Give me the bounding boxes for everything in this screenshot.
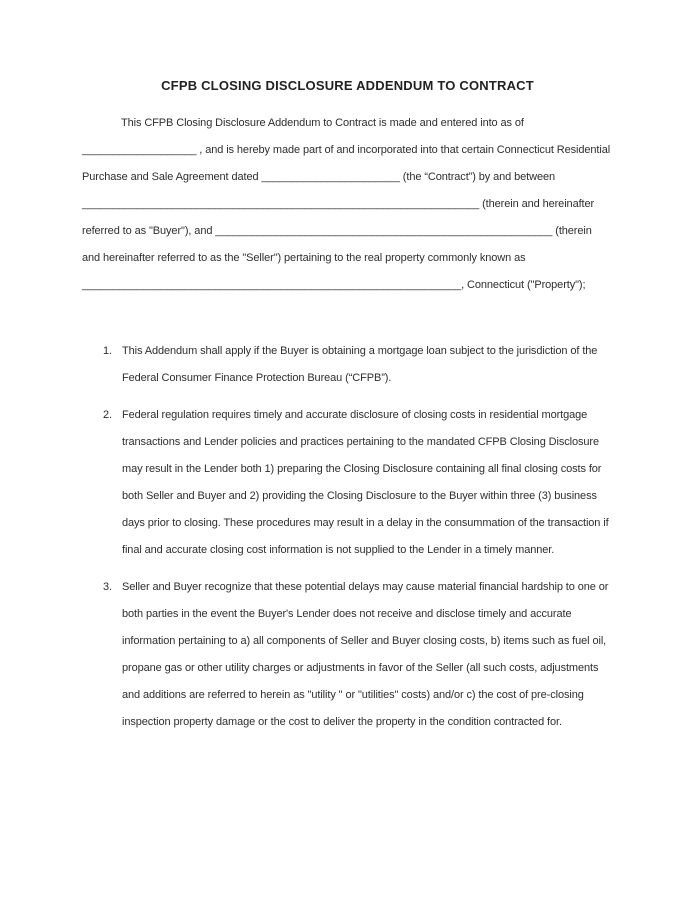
intro-line-7: _______________________________________________________________, Connecticut ("Property"); — [82, 279, 586, 291]
clause-number: 1. — [103, 345, 112, 357]
clause-item — [82, 402, 613, 564]
document-title: CFPB CLOSING DISCLOSURE ADDENDUM TO CONTRACT — [161, 78, 534, 93]
clause-item — [82, 574, 613, 736]
clause-text: Seller and Buyer recognize that these potential delays may cause material financial hardship to one or both parties in the event the Buyer's Lender does not receive and disclose timely and accurate information pertaining to a) all components of Seller and Buyer closing costs, b) items such as fuel oil, propane gas or other utility charges or adjustments in favor of the Seller (all such costs, adjustments and additions are referred to herein as "utility " or "utilities" costs) and/or c) the cost of pre-closing inspection property damage or the cost to deliver the property in the condition contracted for. — [122, 581, 609, 728]
intro-line-3: Purchase and Sale Agreement dated _______________________ (the “Contract”) by and between — [82, 171, 556, 183]
intro-line-4: __________________________________________________________________ (therein and hereinafter — [82, 198, 595, 210]
intro-line-2: ___________________ , and is hereby made part of and incorporated into that certain Connecticut Residential — [82, 144, 611, 156]
intro-line-5: referred to as "Buyer"), and ________________________________________________________ (therein — [82, 225, 592, 237]
clause-text: Federal regulation requires timely and accurate disclosure of closing costs in residential mortgage transactions and Lender policies and practices pertaining to the mandated CFPB Closing Disclosure may result in the Lender both 1) preparing the Closing Disclosure containing all final closing costs for both Seller and Buyer and 2) providing the Closing Disclosure to the Buyer within three (3) business days prior to closing. These procedures may result in a delay in the consummation of the transaction if final and accurate closing cost information is not supplied to the Lender in a timely manner. — [122, 409, 609, 556]
clause-item — [82, 338, 613, 392]
clause-number: 2. — [103, 409, 112, 421]
numbered-clauses — [82, 338, 613, 736]
intro-paragraph — [82, 110, 613, 299]
intro-line-6: and hereinafter referred to as the "Seller") pertaining to the real property commonly known as — [82, 252, 526, 264]
clause-number: 3. — [103, 581, 112, 593]
intro-line-1: This CFPB Closing Disclosure Addendum to Contract is made and entered into as of — [121, 117, 524, 129]
document-content — [82, 78, 613, 746]
clause-text: This Addendum shall apply if the Buyer is obtaining a mortgage loan subject to the jurisdiction of the Federal Consumer Finance Protection Bureau (“CFPB”). — [122, 345, 598, 384]
